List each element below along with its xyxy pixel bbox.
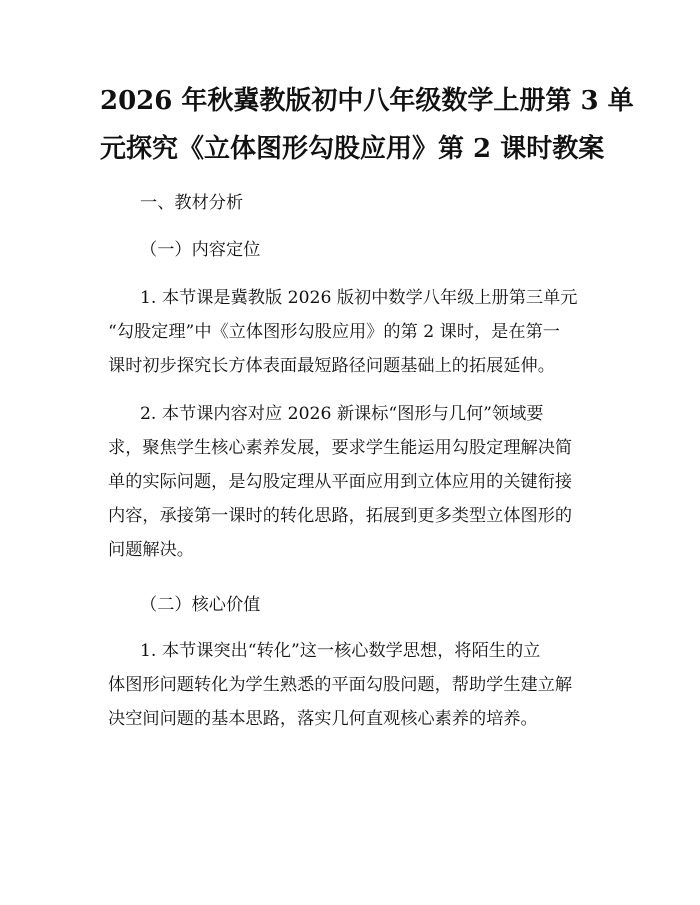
- paragraph-1-line-2: “勾股定理”中《立体图形勾股应用》的第 2 课时，是在第一: [108, 322, 560, 342]
- paragraph-2-line-4: 内容，承接第一课时的转化思路，拓展到更多类型立体图形的: [108, 506, 573, 526]
- paragraph-3-line-3: 决空间问题的基本思路，落实几何直观核心素养的培养。: [108, 709, 538, 729]
- document-title-line-2: 元探究《立体图形勾股应用》第 2 课时教案: [100, 134, 605, 164]
- subsection-heading-content-positioning: （一）内容定位: [140, 240, 261, 260]
- paragraph-1-line-1: 1. 本节课是冀教版 2026 版初中数学八年级上册第三单元: [140, 288, 578, 308]
- paragraph-2-line-5: 问题解决。: [108, 540, 194, 560]
- paragraph-2-line-2: 求，聚焦学生核心素养发展，要求学生能运用勾股定理解决简: [108, 438, 573, 458]
- paragraph-2-line-3: 单的实际问题，是勾股定理从平面应用到立体应用的关键衔接: [108, 472, 573, 492]
- document-title-line-1: 2026 年秋冀教版初中八年级数学上册第 3 单: [100, 86, 634, 116]
- subsection-heading-core-value: （二）核心价值: [140, 595, 261, 615]
- paragraph-1-line-3: 课时初步探究长方体表面最短路径问题基础上的拓展延伸。: [108, 356, 555, 376]
- section-heading-textbook-analysis: 一、教材分析: [140, 193, 244, 213]
- paragraph-3-line-1: 1. 本节课突出“转化”这一核心数学思想，将陌生的立: [140, 641, 541, 661]
- paragraph-2-line-1: 2. 本节课内容对应 2026 新课标“图形与几何”领域要: [140, 404, 544, 424]
- paragraph-3-line-2: 体图形问题转化为学生熟悉的平面勾股问题，帮助学生建立解: [108, 675, 573, 695]
